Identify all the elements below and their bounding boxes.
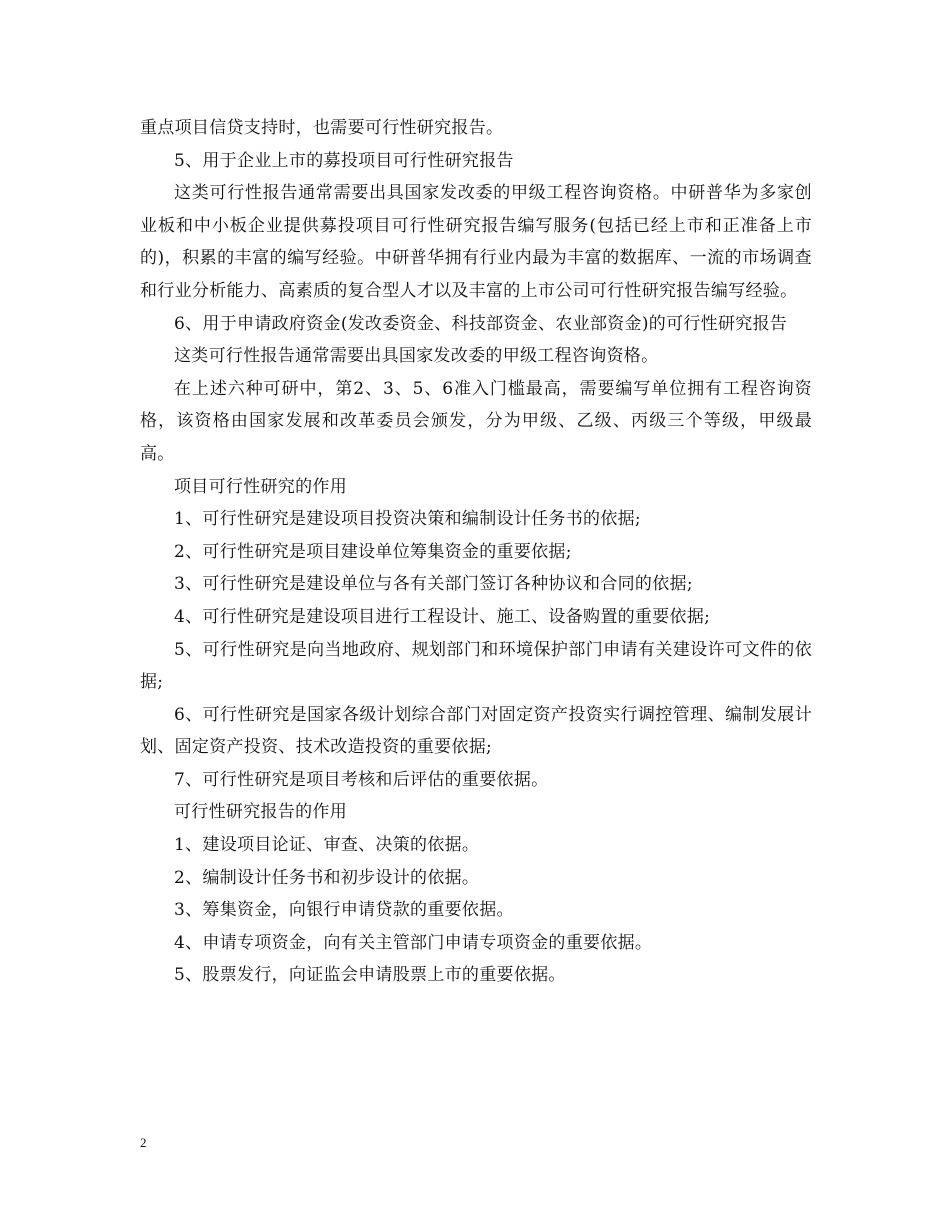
list-item: 2、可行性研究是项目建设单位筹集资金的重要依据;: [174, 541, 572, 562]
section-heading-project-feasibility: 项目可行性研究的作用: [174, 476, 347, 497]
list-item: 5、可行性研究是向当地政府、规划部门和环境保护部门申请有关建设许可文件的依据;: [140, 639, 812, 693]
list-item: 3、筹集资金，向银行申请贷款的重要依据。: [174, 900, 514, 921]
document-body: [140, 112, 812, 992]
list-item: 6、可行性研究是国家各级计划综合部门对固定资产投资实行调控管理、编制发展计划、固定资产投资、技术改造投资的重要依据;: [140, 704, 812, 758]
paragraph-4: 6、用于申请政府资金(发改委资金、科技部资金、农业部资金)的可行性研究报告: [174, 313, 788, 334]
paragraph-5: 这类可行性报告通常需要出具国家发改委的甲级工程咨询资格。: [174, 346, 659, 367]
paragraph-3: 这类可行性报告通常需要出具国家发改委的甲级工程咨询资格。中研普华为多家创业板和中小板企业提供募投项目可行性研究报告编写服务(包括已经上市和正准备上市的)，积累的丰富的编写经验。中研普华拥有行业内最为丰富的数据库、一流的市场调查和行业分析能力、高素质的复合型人才以及丰富的上市公司可行性研究报告编写经验。: [140, 183, 812, 301]
list-item: 5、股票发行，向证监会申请股票上市的重要依据。: [174, 965, 566, 986]
paragraph-2: 5、用于企业上市的募投项目可行性研究报告: [174, 150, 514, 171]
list-item: 1、建设项目论证、审查、决策的依据。: [174, 835, 480, 856]
section-heading-report-role: 可行性研究报告的作用: [174, 802, 347, 823]
list-item: 2、编制设计任务书和初步设计的依据。: [174, 867, 480, 888]
paragraph-6: 在上述六种可研中，第2、3、5、6准入门槛最高，需要编写单位拥有工程咨询资格，该资格由国家发展和改革委员会颁发，分为甲级、乙级、丙级三个等级，甲级最高。: [140, 378, 812, 464]
list-item: 4、可行性研究是建设项目进行工程设计、施工、设备购置的重要依据;: [174, 606, 711, 627]
list-item: 7、可行性研究是项目考核和后评估的重要依据。: [174, 769, 549, 790]
list-item: 1、可行性研究是建设项目投资决策和编制设计任务书的依据;: [174, 509, 641, 530]
list-item: 3、可行性研究是建设单位与各有关部门签订各种协议和合同的依据;: [174, 574, 693, 595]
paragraph-1: 重点项目信贷支持时，也需要可行性研究报告。: [140, 118, 504, 138]
page-number: 2: [140, 1135, 147, 1150]
list-item: 4、申请专项资金，向有关主管部门申请专项资金的重要依据。: [174, 932, 653, 953]
